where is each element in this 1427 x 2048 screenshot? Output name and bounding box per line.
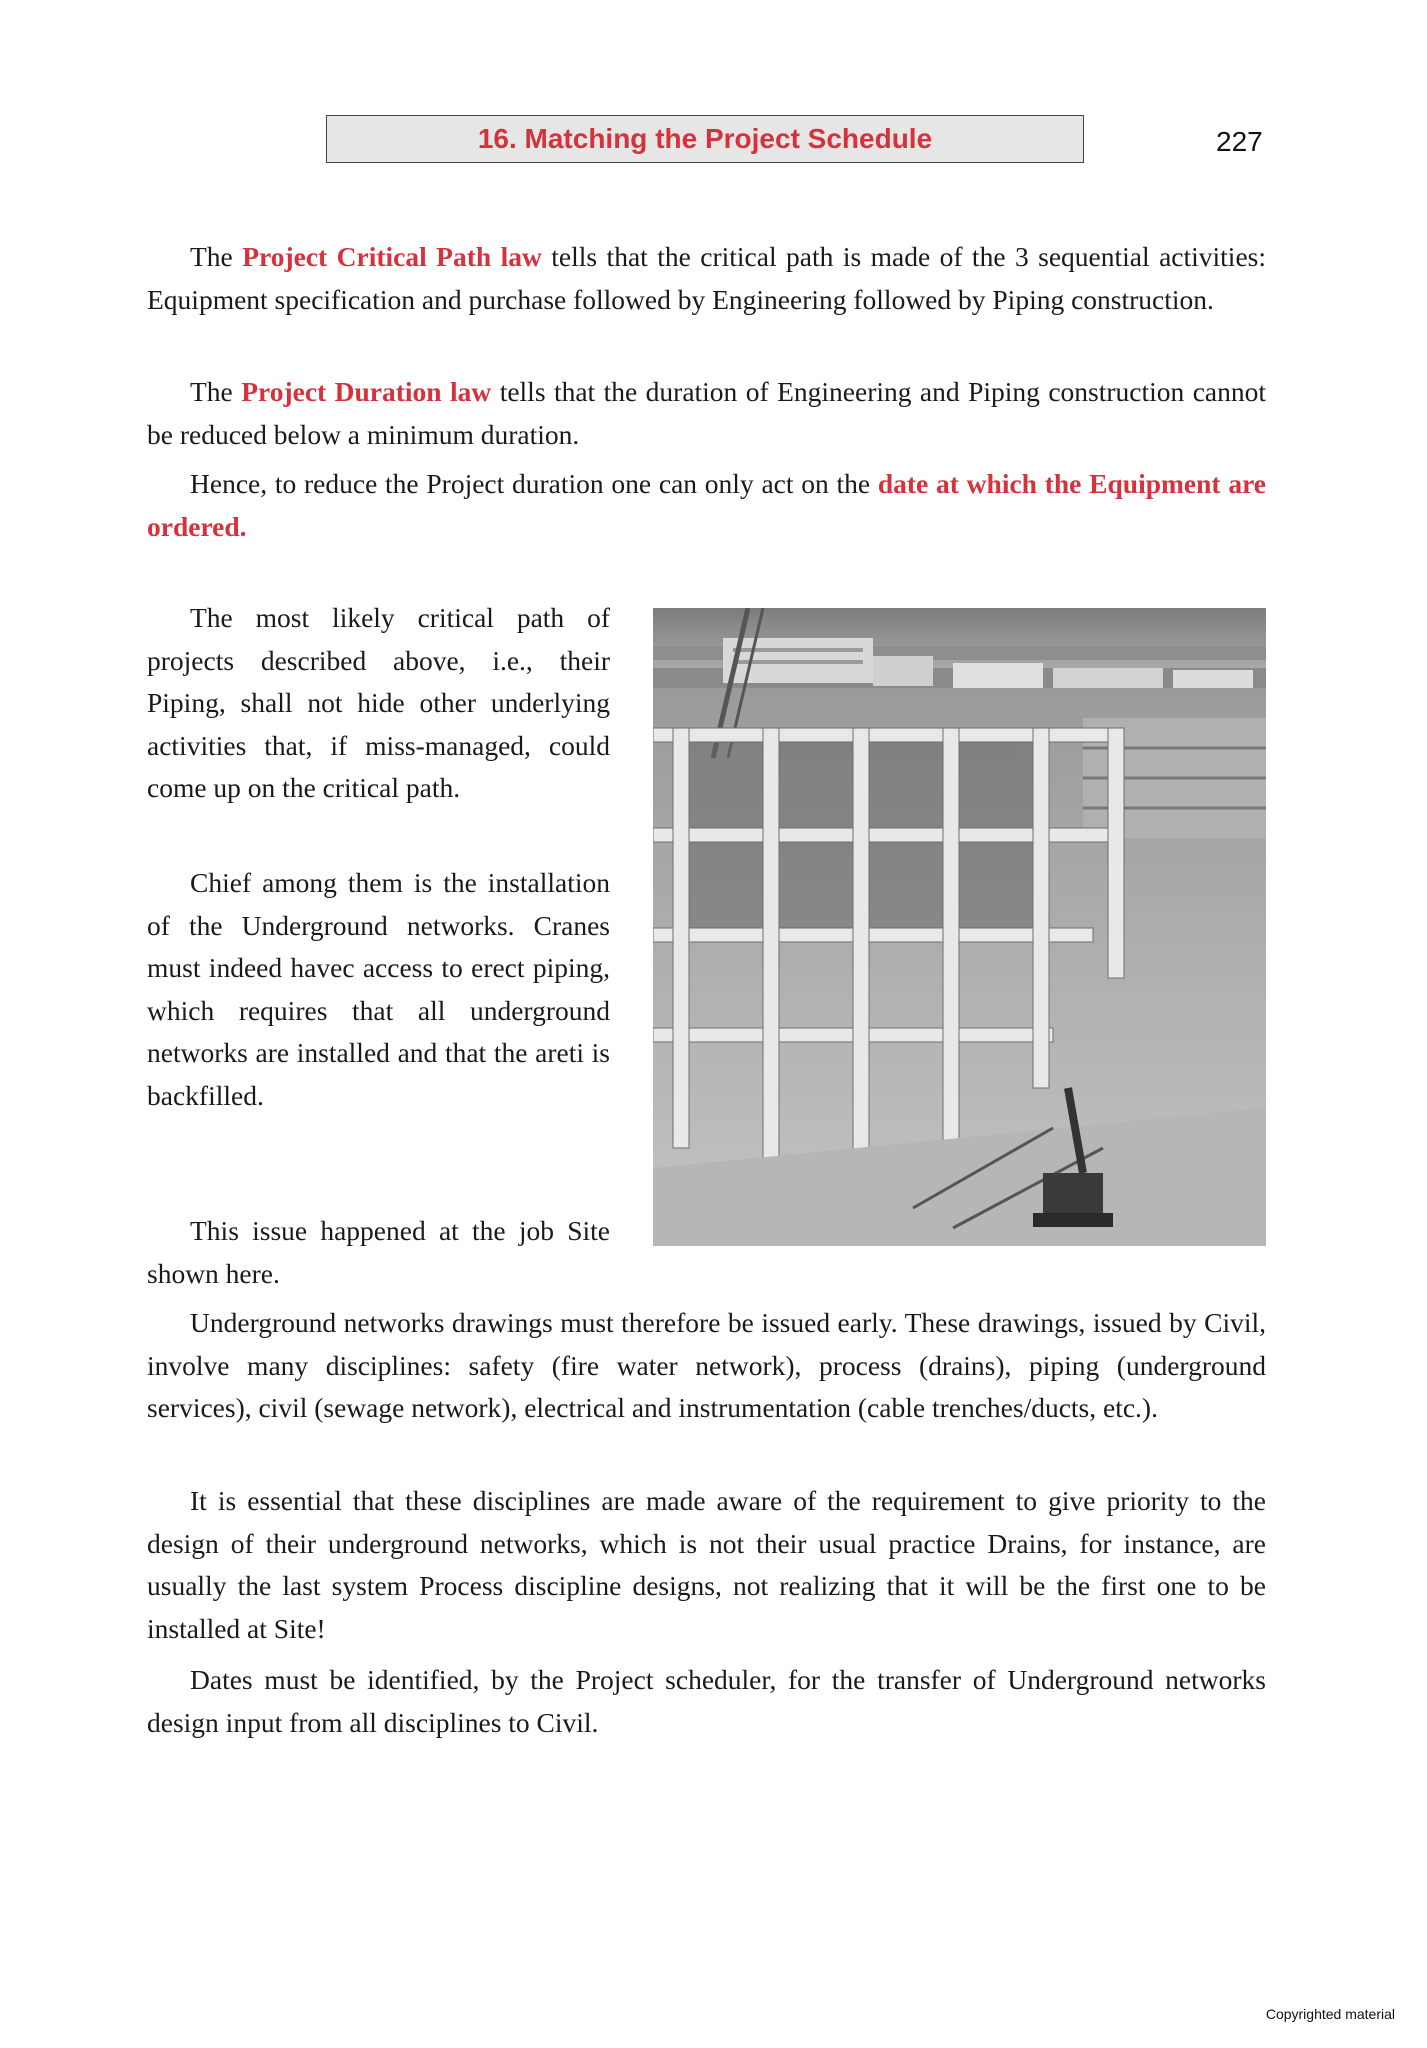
highlight-equipment-order-date: date at which the Equipment are ordered.: [147, 468, 1266, 542]
p2-text-end: tells that the duration of Engineering and Piping construction cannot be reduced below a minimum duration.: [147, 376, 1267, 450]
construction-site-photo: [653, 608, 1266, 1246]
paragraph-reduce-duration: [147, 463, 1266, 548]
construction-site-illustration: [653, 608, 1266, 1246]
highlight-project-duration-law: Project Duration law: [241, 376, 492, 407]
paragraph-discipline-priority: It is essential that these disciplines are made aware of the requirement to give priority to the design of their underground networks, which is not their usual practice Drains, for instance, are usually the last system Process discipline designs, not realizing that it will be the first one to be installed at Site!: [147, 1485, 1266, 1644]
paragraph-drawings-issued-early: Underground networks drawings must therefore be issued early. These drawings, issued by Civil, involve many disciplines: safety (fire water network), process (drains), piping (underground services), civil (sewage network), electrical and instrumentation (cable trenches/ducts, etc.).: [147, 1307, 1266, 1423]
paragraph-underground-networks: Chief among them is the installation of the Underground networks. Cranes must indeed havec access to erect piping, which requires that all underground networks are installed and that the areti is backfilled.: [147, 867, 610, 1111]
p3-text-start: Hence, to reduce the Project duration one can only act on the: [190, 468, 878, 499]
paragraph-critical-path-law: [147, 236, 1266, 321]
p1-text-start: The: [190, 241, 243, 272]
paragraph-duration-law: [147, 371, 1266, 456]
chapter-header-box: [326, 115, 1084, 163]
paragraph-critical-path-underlying: The most likely critical path of projects described above, i.e., their Piping, shall not hide other underlying activities that, if miss-managed, could come up on the critical path.: [147, 602, 610, 803]
copyright-notice: Copyrighted material: [1265, 2006, 1395, 2022]
page-number: 227: [1216, 126, 1263, 157]
highlight-project-critical-path-law: Project Critical Path law: [242, 241, 542, 272]
paragraph-dates-identified: Dates must be identified, by the Project scheduler, for the transfer of Underground networks design input from all disciplines to Civil.: [147, 1664, 1266, 1738]
p1-text-end: tells that the critical path is made of the 3 sequential activities: Equipment specification and purchase followed by Engineering followed by Piping construction.: [147, 241, 1266, 315]
p2-text-start: The: [190, 376, 242, 407]
chapter-title: 16. Matching the Project Schedule: [477, 123, 933, 154]
paragraph-job-site: This issue happened at the job Site shown here.: [147, 1215, 610, 1289]
